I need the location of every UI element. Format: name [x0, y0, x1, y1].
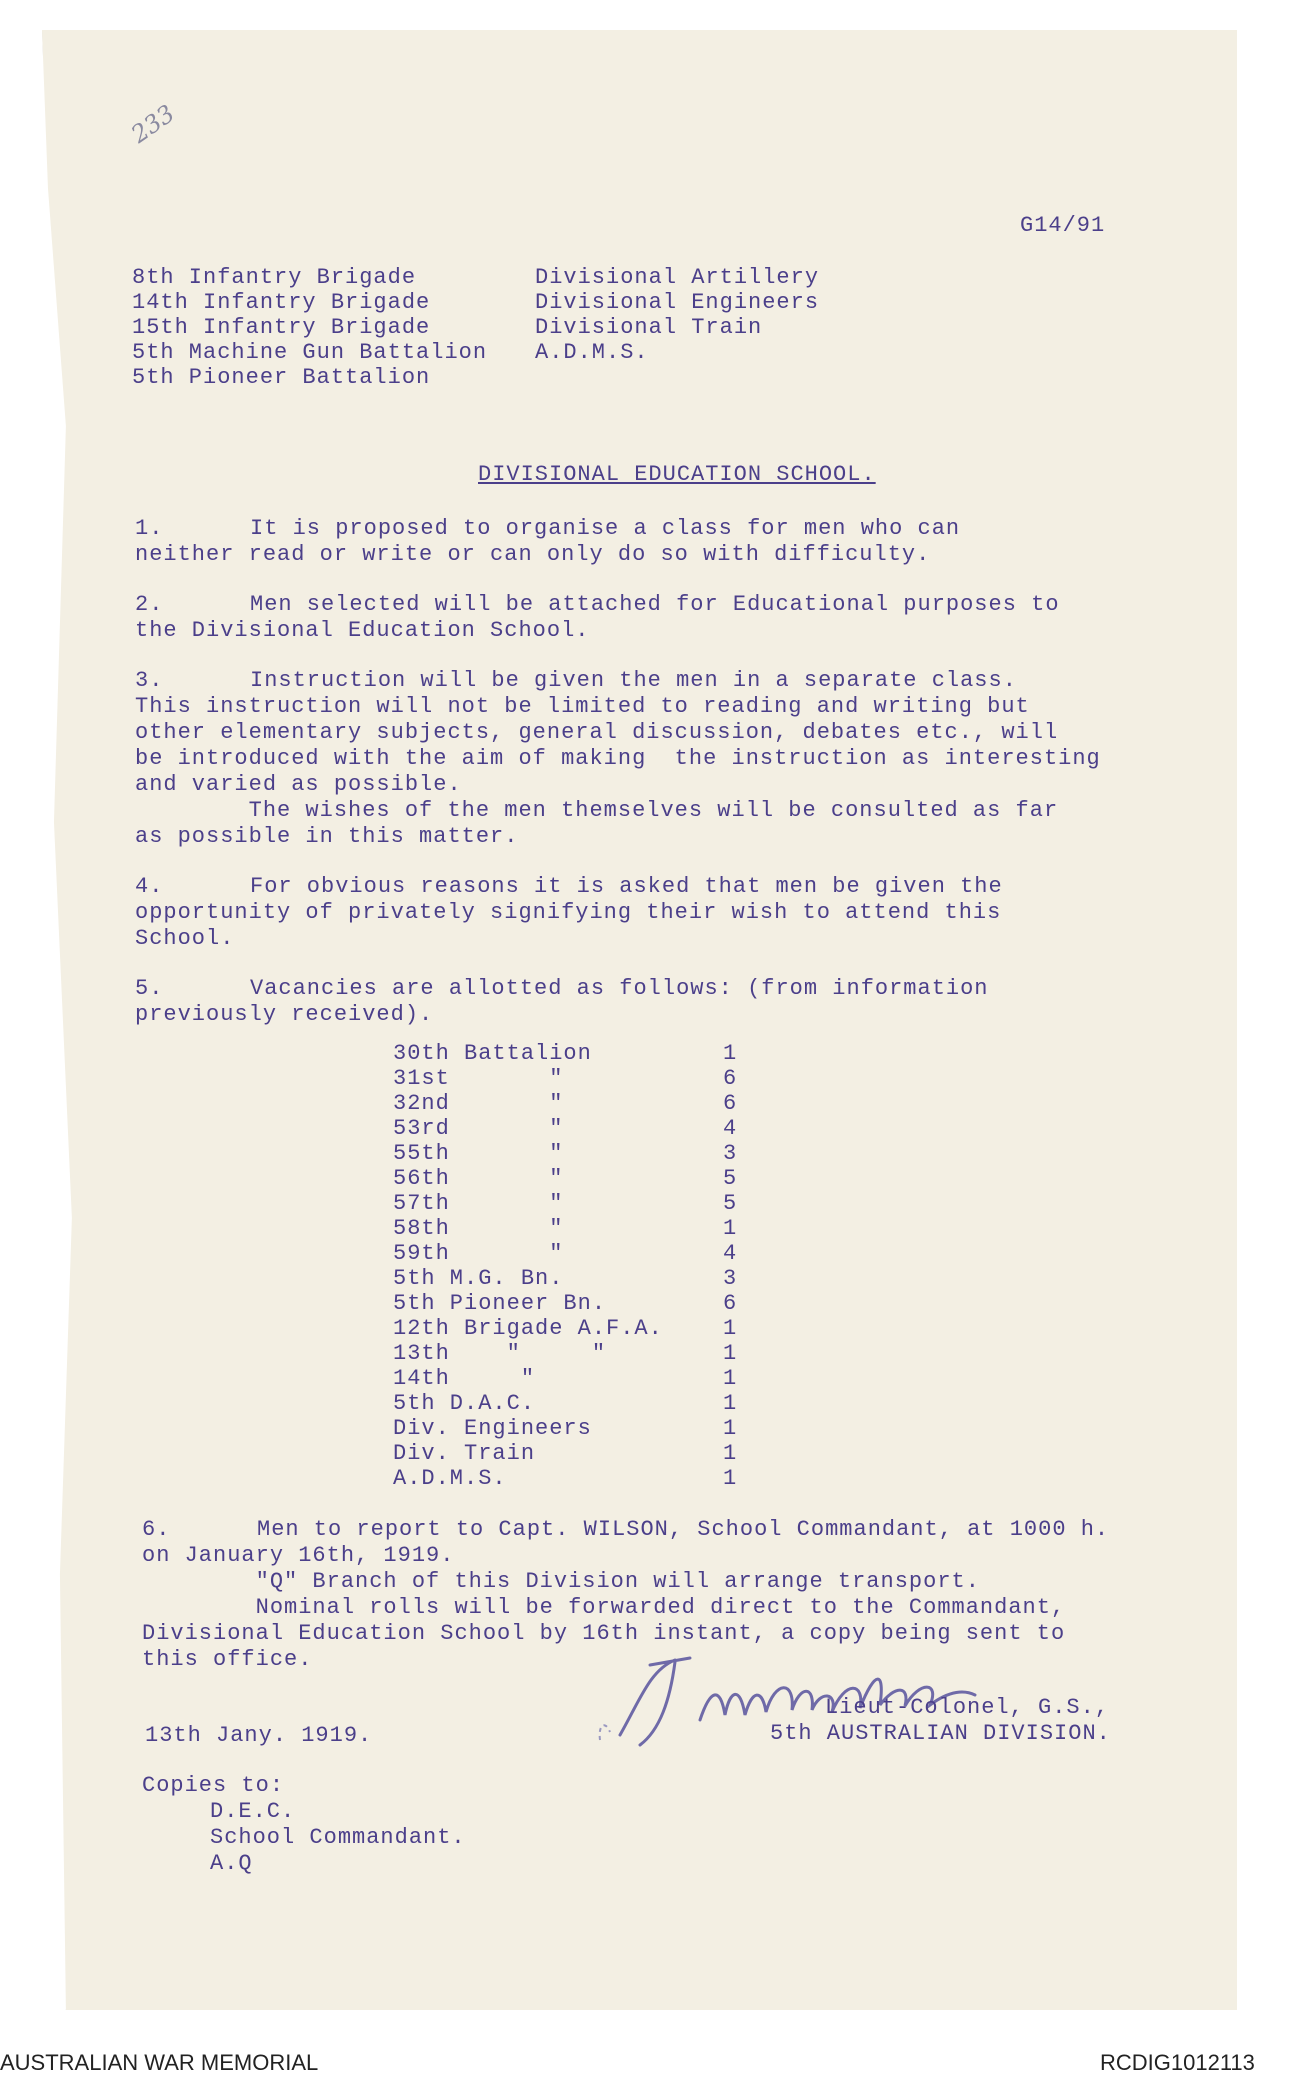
- unit-cell: A.D.M.S.: [393, 1466, 507, 1491]
- table-row: [393, 1341, 736, 1366]
- paragraph-line: and varied as possible.: [135, 772, 462, 797]
- count-cell: 1: [723, 1341, 737, 1366]
- count-cell: 5: [723, 1191, 737, 1216]
- table-row: [393, 1366, 736, 1391]
- reference-number: G14/91: [1020, 213, 1106, 238]
- unit-cell: Div. Train: [393, 1441, 536, 1466]
- addressee: Divisional Engineers: [535, 290, 820, 315]
- count-cell: 5: [723, 1166, 737, 1191]
- paragraph-line: Nominal rolls will be forwarded direct to the Commandant,: [142, 1595, 1066, 1620]
- unit-cell: 59th ": [393, 1241, 564, 1266]
- count-cell: 1: [723, 1216, 737, 1241]
- handwritten-folio-number: 233: [126, 99, 180, 149]
- paragraph-line: neither read or write or can only do so with difficulty.: [135, 542, 931, 567]
- unit-cell: 55th ": [393, 1141, 564, 1166]
- table-row: [393, 1191, 736, 1216]
- table-row: [393, 1091, 736, 1116]
- unit-cell: 53rd ": [393, 1116, 564, 1141]
- count-cell: 1: [723, 1366, 737, 1391]
- paragraph-number: 5.: [135, 976, 164, 1001]
- unit-cell: 5th Pioneer Bn.: [393, 1291, 607, 1316]
- unit-cell: Div. Engineers: [393, 1416, 592, 1441]
- unit-cell: 57th ": [393, 1191, 564, 1216]
- addressee: 15th Infantry Brigade: [132, 315, 431, 340]
- table-row: [393, 1416, 736, 1441]
- count-cell: 3: [723, 1141, 737, 1166]
- footer-record-id: RCDIG1012113: [1100, 2050, 1255, 2075]
- unit-cell: 5th M.G. Bn.: [393, 1266, 564, 1291]
- table-row: [393, 1041, 736, 1066]
- signature-title: Lieut-Colonel, G.S.,: [825, 1695, 1110, 1720]
- paragraph-line: It is proposed to organise a class for men who can: [250, 516, 961, 541]
- paragraph-line: Instruction will be given the men in a separate class.: [250, 668, 1017, 693]
- count-cell: 6: [723, 1091, 737, 1116]
- unit-cell: 12th Brigade A.F.A.: [393, 1316, 663, 1341]
- paragraph-line: The wishes of the men themselves will be consulted as far: [135, 798, 1059, 823]
- unit-cell: 5th D.A.C.: [393, 1391, 536, 1416]
- paragraph-line: on January 16th, 1919.: [142, 1543, 455, 1568]
- table-row: [393, 1241, 736, 1266]
- count-cell: 6: [723, 1291, 737, 1316]
- paragraph-line: Men to report to Capt. WILSON, School Commandant, at 1000 h.: [257, 1517, 1110, 1542]
- table-row: [393, 1391, 736, 1416]
- signature-unit: 5th AUSTRALIAN DIVISION.: [770, 1721, 1111, 1746]
- count-cell: 1: [723, 1391, 737, 1416]
- unit-cell: 30th Battalion: [393, 1041, 592, 1066]
- table-row: [393, 1141, 736, 1166]
- paragraph-line: Vacancies are allotted as follows: (from information: [250, 976, 989, 1001]
- table-row: [393, 1441, 736, 1466]
- paragraph-line: as possible in this matter.: [135, 824, 519, 849]
- paragraph-4: [135, 874, 1003, 900]
- table-row: [393, 1066, 736, 1091]
- table-row: [393, 1216, 736, 1241]
- unit-cell: 13th " ": [393, 1341, 607, 1366]
- copies-label: Copies to:: [142, 1773, 285, 1798]
- addressee: 8th Infantry Brigade: [132, 265, 417, 290]
- paragraph-line: other elementary subjects, general discussion, debates etc., will: [135, 720, 1059, 745]
- paragraph-line: "Q" Branch of this Division will arrange transport.: [142, 1569, 980, 1594]
- document-date: 13th Jany. 1919.: [145, 1723, 373, 1748]
- paragraph-line: the Divisional Education School.: [135, 618, 590, 643]
- paragraph-line: previously received).: [135, 1002, 434, 1027]
- count-cell: 1: [723, 1316, 737, 1341]
- count-cell: 1: [723, 1441, 737, 1466]
- unit-cell: 58th ": [393, 1216, 564, 1241]
- unit-cell: 31st ": [393, 1066, 564, 1091]
- footer-institution: AUSTRALIAN WAR MEMORIAL: [0, 2050, 319, 2075]
- paragraph-number: 2.: [135, 592, 164, 617]
- paragraph-number: 3.: [135, 668, 164, 693]
- copy-recipient: D.E.C.: [210, 1799, 296, 1824]
- paragraph-line: Divisional Education School by 16th instant, a copy being sent to: [142, 1621, 1066, 1646]
- copy-recipient: A.Q: [210, 1851, 253, 1876]
- paragraph-6: [142, 1517, 1109, 1543]
- count-cell: 4: [723, 1116, 737, 1141]
- addressee: A.D.M.S.: [535, 340, 649, 365]
- addressee: Divisional Train: [535, 315, 763, 340]
- count-cell: 1: [723, 1041, 737, 1066]
- paragraph-line: opportunity of privately signifying their wish to attend this: [135, 900, 1002, 925]
- paragraph-2: [135, 592, 1060, 618]
- addressee: Divisional Artillery: [535, 265, 820, 290]
- unit-cell: 56th ": [393, 1166, 564, 1191]
- paragraph-line: be introduced with the aim of making the instruction as interesting: [135, 746, 1101, 771]
- count-cell: 3: [723, 1266, 737, 1291]
- paragraph-number: 4.: [135, 874, 164, 899]
- addressee: 5th Pioneer Battalion: [132, 365, 431, 390]
- table-row: [393, 1266, 736, 1291]
- count-cell: 1: [723, 1416, 737, 1441]
- paragraph-1: [135, 516, 960, 542]
- addressee: 14th Infantry Brigade: [132, 290, 431, 315]
- paragraph-line: Men selected will be attached for Educational purposes to: [250, 592, 1060, 617]
- vacancies-table: [393, 1041, 736, 1491]
- table-row: [393, 1166, 736, 1191]
- paragraph-line: This instruction will not be limited to reading and writing but: [135, 694, 1030, 719]
- addressee: 5th Machine Gun Battalion: [132, 340, 488, 365]
- table-row: [393, 1291, 736, 1316]
- table-row: [393, 1116, 736, 1141]
- paragraph-5: [135, 976, 989, 1002]
- paragraph-line: For obvious reasons it is asked that men be given the: [250, 874, 1003, 899]
- count-cell: 6: [723, 1066, 737, 1091]
- table-row: [393, 1466, 736, 1491]
- paragraph-line: School.: [135, 926, 235, 951]
- count-cell: 4: [723, 1241, 737, 1266]
- unit-cell: 14th ": [393, 1366, 536, 1391]
- paragraph-number: 1.: [135, 516, 164, 541]
- paragraph-line: this office.: [142, 1647, 313, 1672]
- document-title: DIVISIONAL EDUCATION SCHOOL.: [478, 462, 876, 487]
- unit-cell: 32nd ": [393, 1091, 564, 1116]
- paragraph-number: 6.: [142, 1517, 171, 1542]
- paragraph-3: [135, 668, 1017, 694]
- copy-recipient: School Commandant.: [210, 1825, 466, 1850]
- table-row: [393, 1316, 736, 1341]
- count-cell: 1: [723, 1466, 737, 1491]
